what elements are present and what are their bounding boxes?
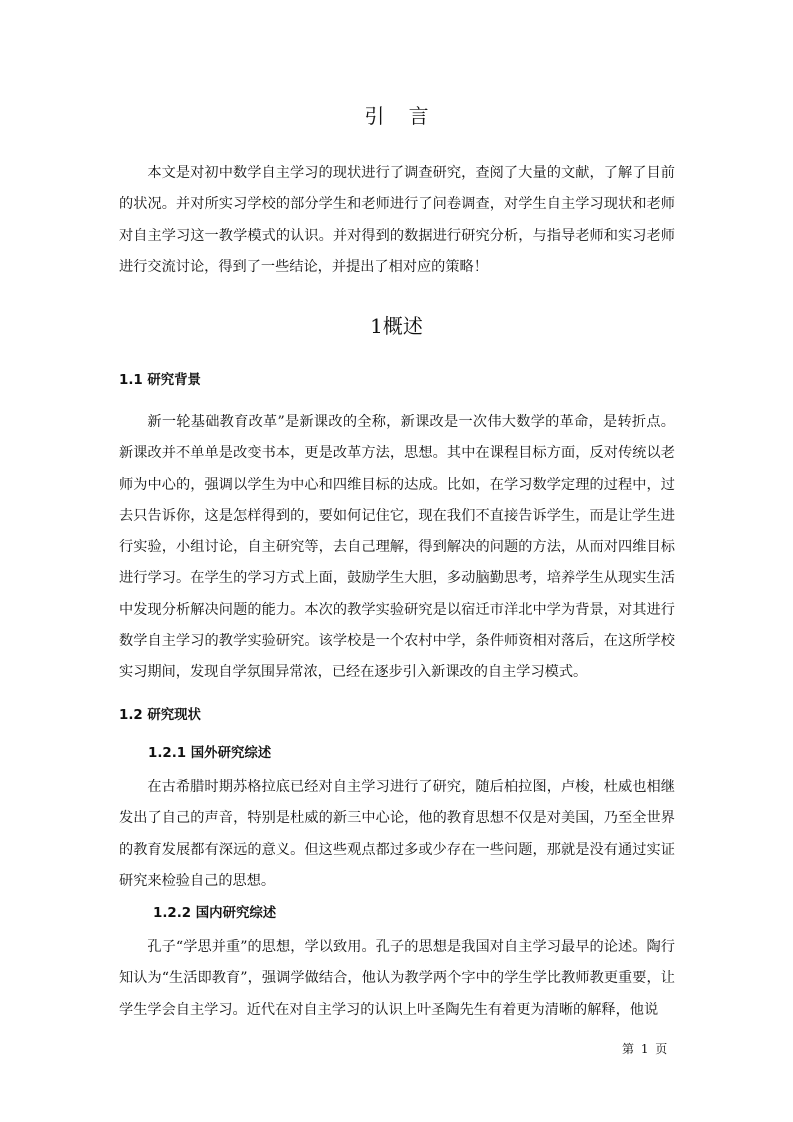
section-1-1-paragraph: 新一轮基础教育改革”是新课改的全称，新课改是一次伟大数学的革命，是转折点。新课改并不单单是改变书本，更是改革方法，思想。其中在课程目标方面，反对传统以老师为中心的，强调以学生为中心和四维目标的达成。比如，在学习数学定理的过程中，过去只告诉你，这是怎样得到的，要如何记住它，现在我们不直接告诉学生，而是让学生进行实验，小组讨论，自主研究等，去自己理解，得到解决的问题的方法，从而对四维目标进行学习。在学生的学习方式上面，鼓励学生大胆，多动脑勤思考，培养学生从现实生活中发现分析解决问题的能力。本次的教学实验研究是以宿迁市洋北中学为背景，对其进行数学自主学习的教学实验研究。该学校是一个农村中学，条件师资相对落后，在这所学校实习期间，发现自学氛围异常浓，已经在逐步引入新课改的自主学习模式。	[119, 414, 675, 681]
chapter-title: 1概述	[370, 314, 423, 338]
section-heading-1-2: 1.2 研究现状	[119, 708, 201, 723]
section-heading-1-1: 1.1 研究背景	[119, 373, 201, 388]
subsection-heading-1-2-2: 1.2.2 国内研究综述	[153, 906, 277, 921]
page-number-footer: 第 1 页	[622, 1042, 668, 1056]
intro-title: 引 言	[364, 104, 429, 128]
subsection-1-2-2-paragraph: 孔子“学思并重”的思想，学以致用。孔子的思想是我国对自主学习最早的论述。陶行知认为“生活即教育”，强调学做结合，他认为教学两个字中的学生学比教师教更重要，让学生学会自主学习。近代在对自主学习的认识上叶圣陶先生有着更为清晰的解释，他说	[119, 939, 675, 1018]
subsection-1-2-1-paragraph: 在古希腊时期苏格拉底已经对自主学习进行了研究，随后柏拉图，卢梭，杜威也相继发出了自己的声音，特别是杜威的新三中心论，他的教育思想不仅是对美国，乃至全世界的教育发展都有深远的意义。但这些观点都过多或少存在一些问题，那就是没有通过实证研究来检验自己的思想。	[119, 779, 675, 889]
subsection-heading-1-2-1: 1.2.1 国外研究综述	[148, 746, 272, 761]
intro-paragraph: 本文是对初中数学自主学习的现状进行了调查研究，查阅了大量的文献，了解了目前的状况。并对所实习学校的部分学生和老师进行了问卷调查，对学生自主学习现状和老师对自主学习这一教学模式的认识。并对得到的数据进行研究分析，与指导老师和实习老师进行交流讨论，得到了一些结论，并提出了相对应的策略！	[119, 165, 675, 275]
